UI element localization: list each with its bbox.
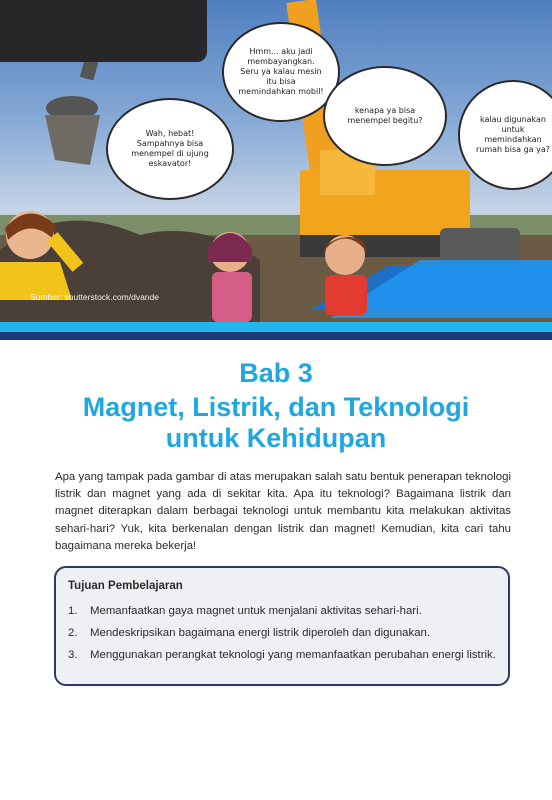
speech-bubble-text: kalau digunakan untuk memindahkan rumah bisa ga ya? bbox=[476, 115, 550, 154]
speech-bubble-text: kenapa ya bisa menempel begitu? bbox=[347, 106, 423, 125]
child-middle bbox=[208, 232, 252, 322]
speech-bubble-text: Wah, hebat! Sampahnya bisa menempel di ujung eskavator! bbox=[131, 129, 209, 168]
goal-number: 2. bbox=[68, 627, 78, 639]
goal-text: Menggunakan perangkat teknologi yang memanfaatkan perubahan energi listrik. bbox=[90, 649, 496, 661]
chapter-title-line: Magnet, Listrik, dan Teknologi bbox=[82, 392, 470, 422]
image-source-caption: Sumber: shutterstock.com/dvande bbox=[30, 292, 159, 302]
chapter-number: Bab 3 bbox=[239, 358, 313, 388]
speech-bubble bbox=[323, 66, 447, 166]
stripe-decoration bbox=[0, 332, 552, 340]
speech-bubble bbox=[222, 22, 340, 122]
goal-number: 1. bbox=[68, 605, 78, 617]
learning-goals-box bbox=[54, 566, 510, 686]
speech-bubble bbox=[106, 98, 234, 200]
chapter-hero-image bbox=[0, 0, 552, 340]
speech-bubble-text: Hmm... aku jadi membayangkan. Seru ya kalau mesin itu bisa memindahkan mobil! bbox=[238, 47, 324, 96]
chapter-title-line: untuk Kehidupan bbox=[165, 423, 387, 453]
learning-goal-item bbox=[68, 603, 498, 620]
learning-goal-item bbox=[68, 625, 498, 642]
goal-text: Memanfaatkan gaya magnet untuk menjalani aktivitas sehari-hari. bbox=[90, 605, 422, 617]
goal-number: 3. bbox=[68, 649, 78, 661]
stripe-decoration bbox=[0, 322, 552, 332]
learning-goal-item bbox=[68, 647, 498, 664]
intro-paragraph: Apa yang tampak pada gambar di atas merupakan salah satu bentuk penerapan teknologi listrik dan magnet yang ada di sekitar kita. Apa itu teknologi? Bagaimana listrik dan magnet diterapkan dalam berbagai teknologi untuk membantu kita melakukan aktivitas sehari-hari? Yuk, kita berkenalan dengan listrik dan magnet! Kemudian, kita cari tahu bagaimana mereka bekerja! bbox=[55, 471, 511, 552]
corner-dark-box bbox=[0, 0, 207, 62]
goal-text: Mendeskripsikan bagaimana energi listrik diperoleh dan digunakan. bbox=[90, 627, 431, 639]
learning-goals-heading: Tujuan Pembelajaran bbox=[68, 580, 183, 592]
